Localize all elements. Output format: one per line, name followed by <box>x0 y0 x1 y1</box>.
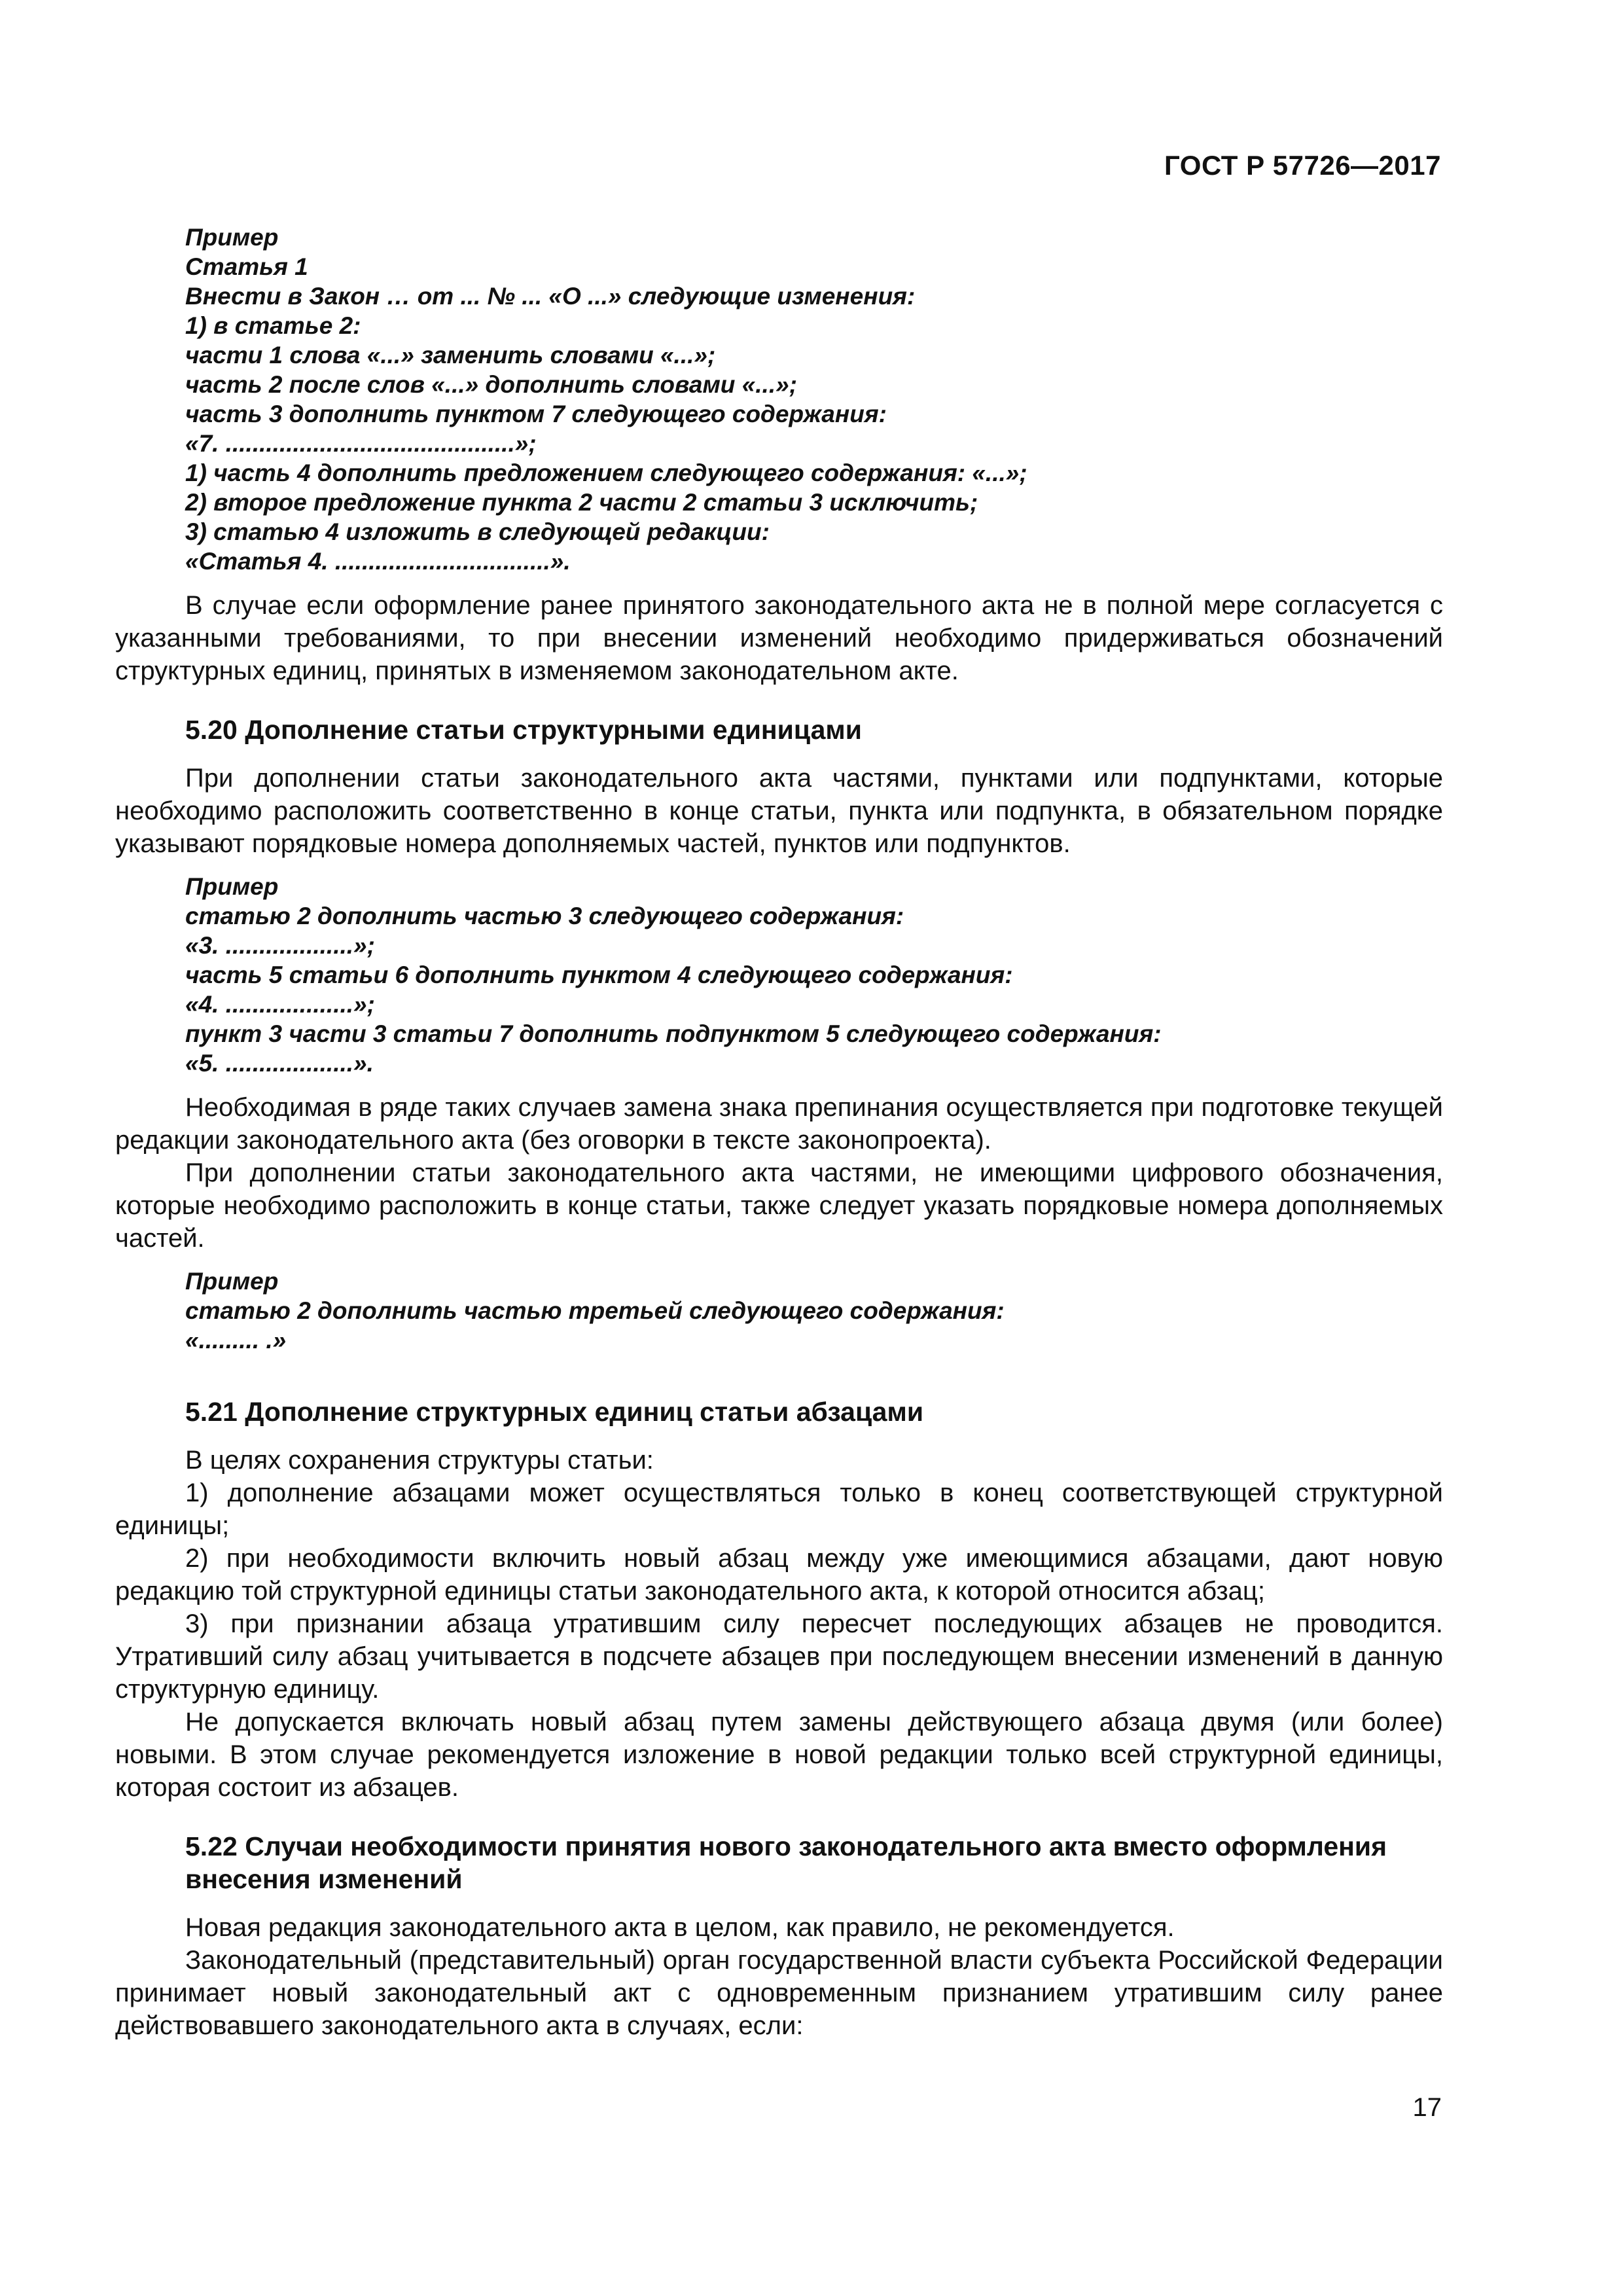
example-line: «Статья 4. ................................». <box>185 548 571 575</box>
example-line: «3. ...................»; <box>185 932 375 959</box>
list-item: 2) при необходимости включить новый абзац между уже имеющимися абзацами, дают новую редакцию той структурной единицы статьи законодательного акта, к которой относится абзац; <box>115 1544 1443 1605</box>
example-line: статью 2 дополнить частью 3 следующего содержания: <box>185 903 904 929</box>
example-line: статью 2 дополнить частью третьей следующего содержания: <box>185 1297 1005 1324</box>
body-paragraph: При дополнении статьи законодательного акта частями, не имеющими цифрового обозначения, которые необходимо расположить в конце статьи, также следует указать порядковые номера дополняемых частей. <box>115 1158 1443 1253</box>
document-code: ГОСТ Р 57726—2017 <box>1164 150 1441 181</box>
example-line: «7. ...........................................»; <box>185 430 537 457</box>
example-block <box>185 1266 1443 1355</box>
example-line: Пример <box>185 224 279 251</box>
example-line: «4. ...................»; <box>185 991 375 1018</box>
example-line: пункт 3 части 3 статьи 7 дополнить подпунктом 5 следующего содержания: <box>185 1020 1162 1047</box>
body-paragraph: Не допускается включать новый абзац путем замены действующего абзаца двумя (или более) новыми. В этом случае рекомендуется изложение в новой редакции только всей структурной единицы, которая состоит из абзацев. <box>115 1708 1443 1802</box>
example-block <box>185 872 1443 1078</box>
example-line: 1) в статье 2: <box>185 312 361 339</box>
example-line: Пример <box>185 1268 279 1295</box>
list-item: 1) дополнение абзацами может осуществляться только в конец соответствующей структурной единицы; <box>115 1479 1443 1540</box>
body-paragraph: Новая редакция законодательного акта в целом, как правило, не рекомендуется. <box>185 1913 1175 1942</box>
section-heading-5-22: 5.22 Случаи необходимости принятия нового законодательного акта вместо оформления внесения изменений <box>185 1831 1387 1894</box>
example-line: 2) второе предложение пункта 2 части 2 статьи 3 исключить; <box>185 489 978 516</box>
example-line: части 1 слова «...» заменить словами «...»; <box>185 342 716 368</box>
section-heading-5-21: 5.21 Дополнение структурных единиц статьи абзацами <box>185 1397 924 1427</box>
body-paragraph: При дополнении статьи законодательного акта частями, пунктами или подпунктами, которые необходимо расположить соответственно в конце статьи, пункта или подпункта, в обязательном порядке указывают порядковые номера дополняемых частей, пунктов или подпунктов. <box>115 764 1443 858</box>
example-line: Статья 1 <box>185 253 308 280</box>
example-line: часть 3 дополнить пунктом 7 следующего содержания: <box>185 401 887 427</box>
body-paragraph: Законодательный (представительный) орган государственной власти субъекта Российской Федерации принимает новый законодательный акт с одновременным признанием утратившим силу ранее действовавшего законодательного акта в случаях, если: <box>115 1946 1443 2040</box>
example-line: Внести в Закон … от ... № ... «О ...» следующие изменения: <box>185 283 916 310</box>
example-line: часть 2 после слов «...» дополнить словами «...»; <box>185 371 798 398</box>
example-block <box>185 223 1443 576</box>
body-paragraph: В случае если оформление ранее принятого законодательного акта не в полной мере согласуется с указанными требованиями, то при внесении изменений необходимо придерживаться обозначений структурных единиц, принятых в изменяемом законодательном акте. <box>115 591 1443 685</box>
example-line: часть 5 статьи 6 дополнить пунктом 4 следующего содержания: <box>185 961 1013 988</box>
example-line: 1) часть 4 дополнить предложением следующего содержания: «...»; <box>185 459 1027 486</box>
page-content <box>115 223 1443 2042</box>
example-line: 3) статью 4 изложить в следующей редакции: <box>185 518 770 545</box>
body-paragraph: В целях сохранения структуры статьи: <box>185 1446 654 1475</box>
page-number: 17 <box>1412 2093 1442 2122</box>
list-item: 3) при признании абзаца утратившим силу пересчет последующих абзацев не проводится. Утративший силу абзац учитывается в подсчете абзацев при последующем внесении изменений в данную структурную единицу. <box>115 1609 1443 1704</box>
body-paragraph: Необходимая в ряде таких случаев замена знака препинания осуществляется при подготовке текущей редакции законодательного акта (без оговорки в тексте законопроекта). <box>115 1093 1443 1155</box>
example-line: «5. ...................». <box>185 1050 374 1077</box>
example-line: «......... .» <box>185 1327 287 1354</box>
example-line: Пример <box>185 873 279 900</box>
section-heading-5-20: 5.20 Дополнение статьи структурными единицами <box>185 715 862 745</box>
